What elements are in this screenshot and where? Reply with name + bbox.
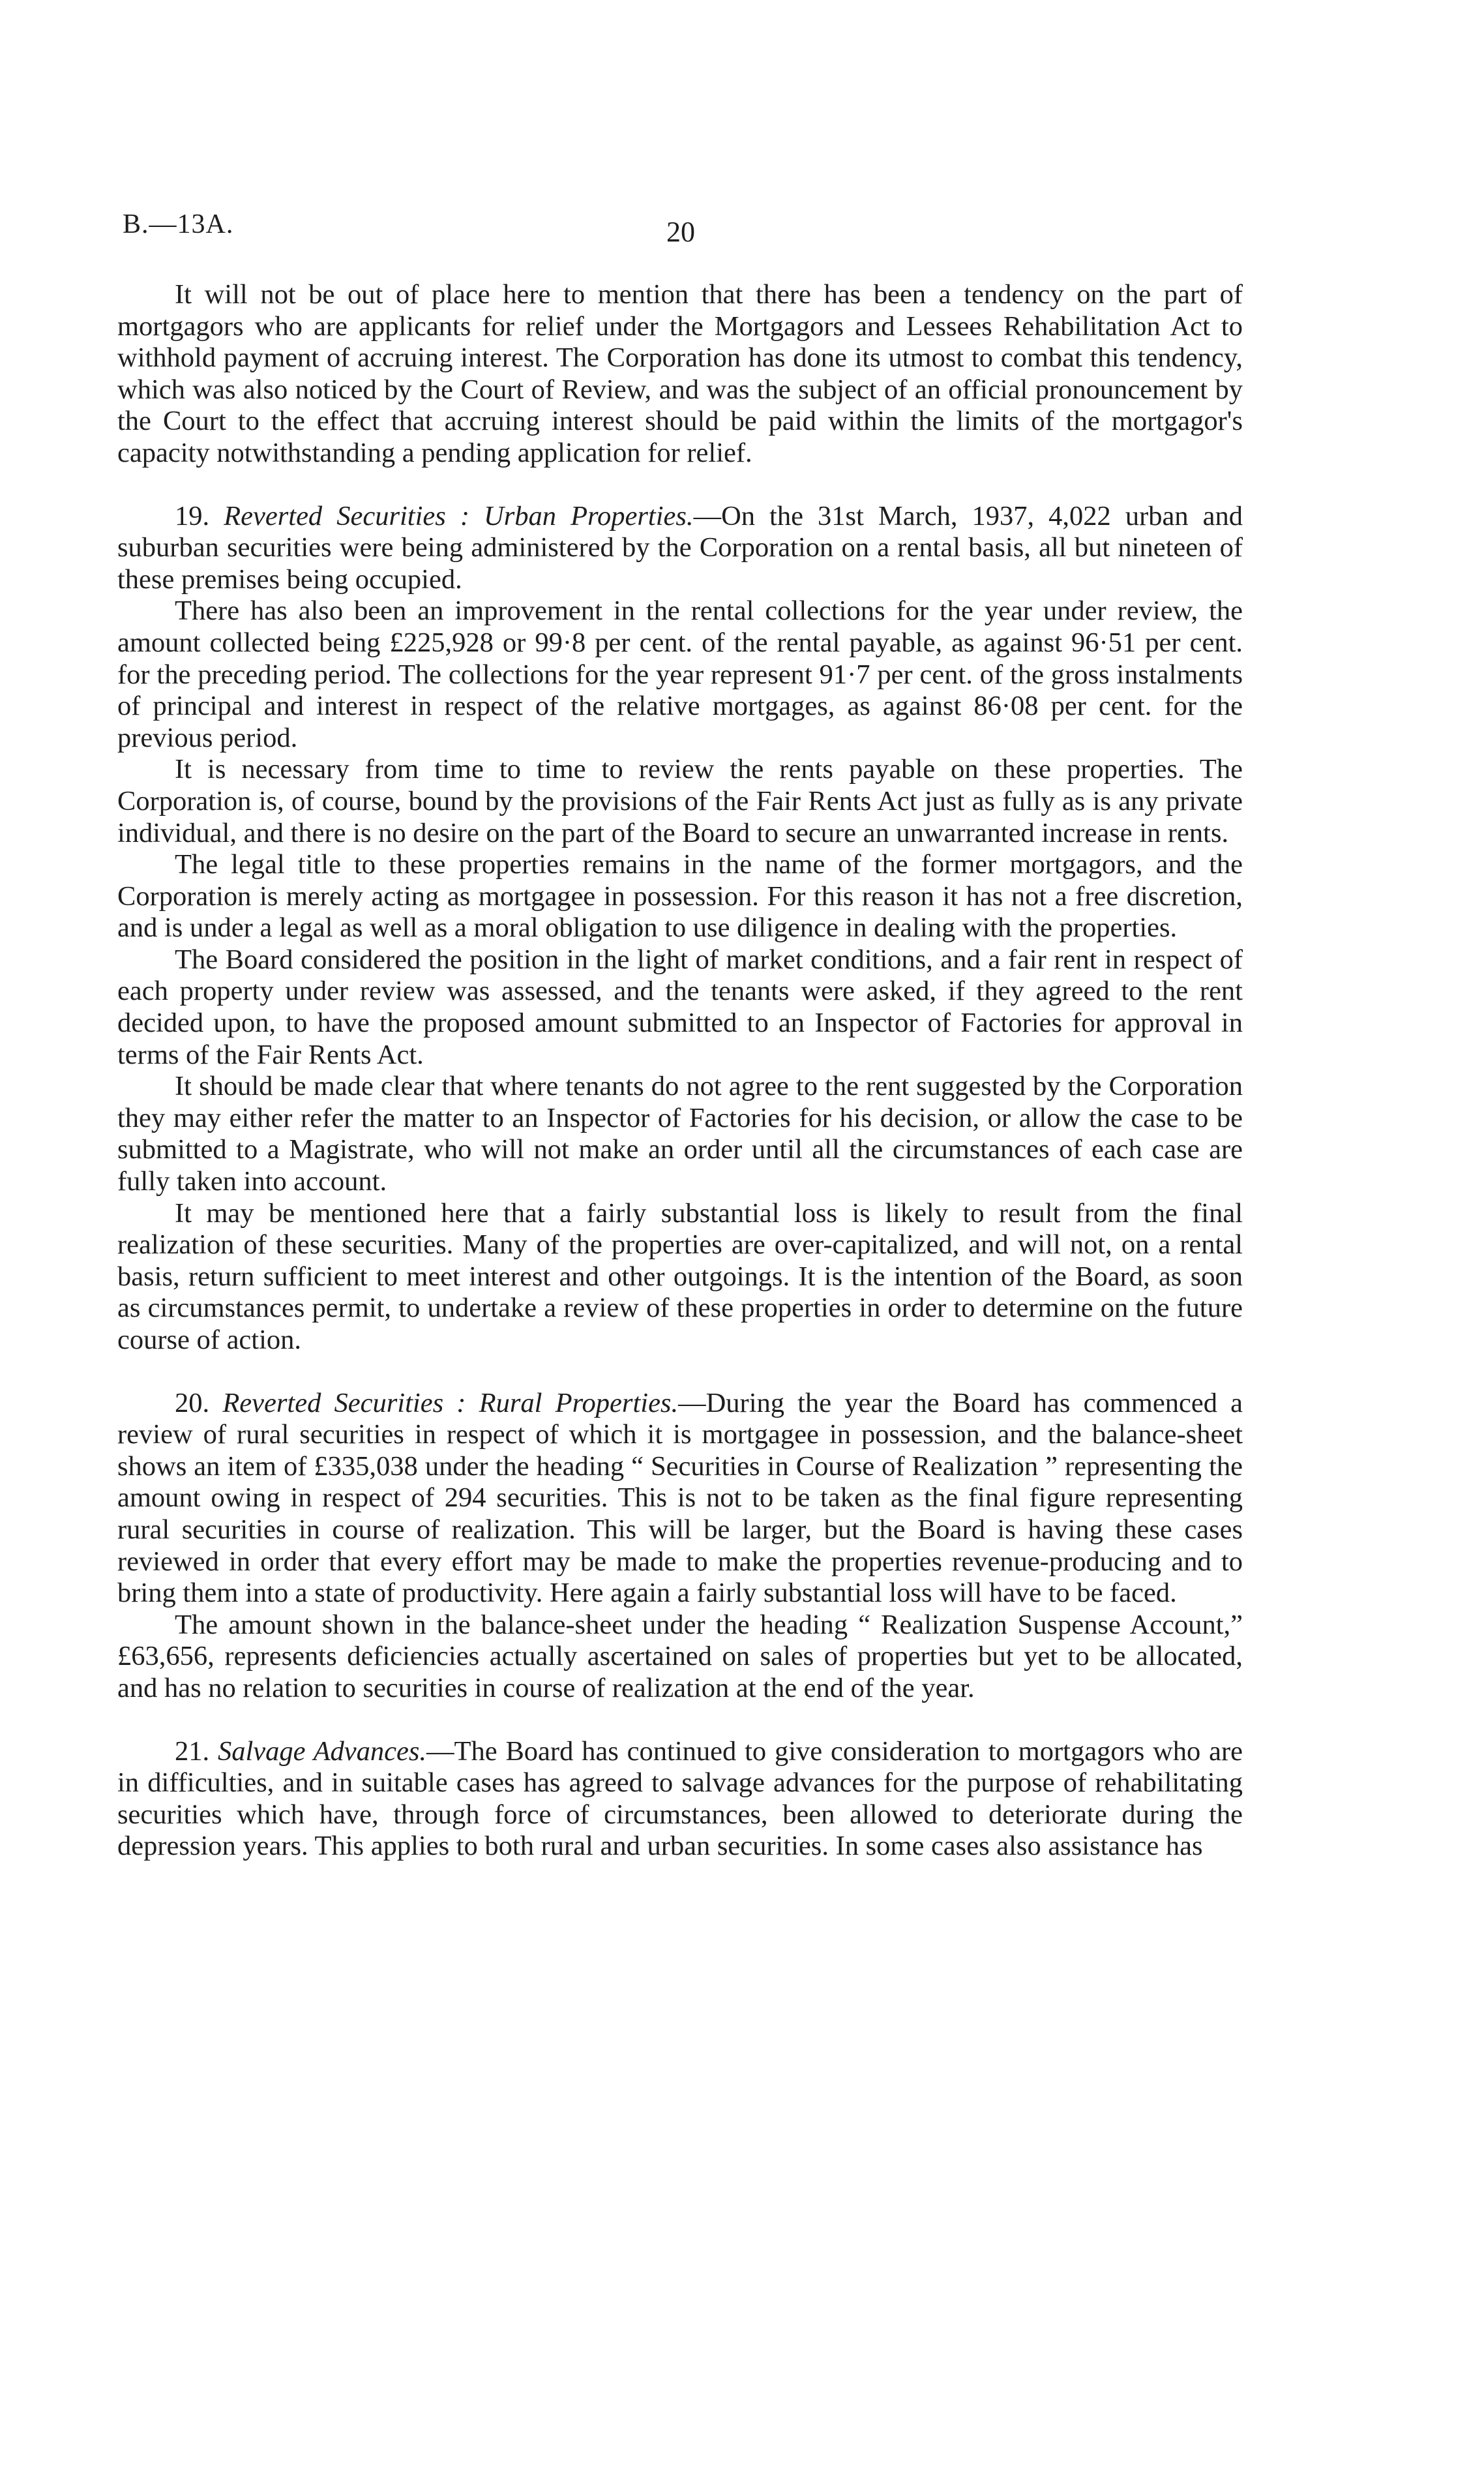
section-heading: Reverted Securities : Urban Properties. xyxy=(224,500,694,532)
paragraph-rental-collections xyxy=(117,595,1243,754)
paragraph-text: It should be made clear that where tenants do not agree to the rent suggested by the Corporation they may either refer the matter to an Inspector of Factories for his decision, or allow the case to be submitted to a Magistrate, who will not make an order until all the circumstances of each case are fully taken into account. xyxy=(117,1071,1243,1197)
paragraph-text: —During the year the Board has commenced a review of rural securities in respect of which it is mortgagee in possession, and the balance-sheet shows an item of £335,038 under the heading “ Securities in Course of Realization ” representing the amount owing in respect of 294 securities. This is not to be taken as the final figure representing rural securities in course of realization. This will be larger, but the Board is having these cases reviewed in order that every effort may be made to make the properties revenue-producing and to bring them into a state of productivity. Here again a fairly substantial loss will have to be faced. xyxy=(117,1387,1243,1609)
paragraph-text: The amount shown in the balance-sheet under the heading “ Realization Suspense Account,” £63,656, represents deficiencies actually ascertained on sales of properties but yet to be allocated, and has no relation to securities in course of realization at the end of the year. xyxy=(117,1609,1243,1703)
paragraph-accruing-interest xyxy=(117,279,1243,470)
section-number: 21. xyxy=(175,1735,210,1767)
section-heading: Reverted Securities : Rural Properties. xyxy=(222,1387,679,1418)
section-21-salvage-advances xyxy=(117,1736,1243,1863)
section-20-rural-properties xyxy=(117,1388,1243,1610)
paragraph-review-rents xyxy=(117,754,1243,849)
paragraph-fair-rent-assessment xyxy=(117,944,1243,1071)
paragraph-text: The legal title to these properties remains in the name of the former mortgagors, and the Corporation is merely acting as mortgagee in possession. For this reason it has not a free discretion, and is under a legal as well as a moral obligation to use diligence in dealing with the properties. xyxy=(117,849,1243,944)
paragraph-text: —The Board has continued to give consideration to mortgagors who are in difficulties, and in suitable cases has agreed to salvage advances for the purpose of rehabilitating securities which have, through force of circumstances, been allowed to deteriorate during the depression years. This applies to both rural and urban securities. In some cases also assistance has xyxy=(117,1735,1243,1862)
section-heading: Salvage Advances. xyxy=(217,1735,427,1767)
document-reference: B.—13A. xyxy=(123,209,234,239)
paragraph-substantial-loss xyxy=(117,1198,1243,1356)
paragraph-realization-suspense xyxy=(117,1610,1243,1705)
paragraph-text: It may be mentioned here that a fairly substantial loss is likely to result from the final realization of these securities. Many of the properties are over-capitalized, and will not, on a rental basis, return sufficient to meet interest and other outgoings. It is the intention of the Board, as soon as circumstances permit, to undertake a review of these properties in order to determine on the future course of action. xyxy=(117,1197,1243,1355)
page-number: 20 xyxy=(666,216,695,248)
section-number: 20. xyxy=(175,1387,210,1418)
paragraph-text: The Board considered the position in the light of market conditions, and a fair rent in respect of each property under review was assessed, and the tenants were asked, if they agreed to the rent decided upon, to have the proposed amount submitted to an Inspector of Factories for approval in terms of the Fair Rents Act. xyxy=(117,944,1243,1070)
paragraph-text: It will not be out of place here to mention that there has been a tendency on the part of mortgagors who are applicants for relief under the Mortgagors and Lessees Rehabilitation Act to withhold payment of accruing interest. The Corporation has done its utmost to combat this tendency, which was also noticed by the Court of Review, and was the subject of an official pronouncement by the Court to the effect that accruing interest should be paid within the limits of the mortgagor's capacity notwithstanding a pending application for relief. xyxy=(117,279,1243,468)
paragraph-tenant-options xyxy=(117,1071,1243,1197)
body-text xyxy=(117,279,1243,1863)
paragraph-text: It is necessary from time to time to review the rents payable on these properties. The Corporation is, of course, bound by the provisions of the Fair Rents Act just as fully as is any private individual, and there is no desire on the part of the Board to secure an unwarranted increase in rents. xyxy=(117,754,1243,848)
section-19-urban-properties xyxy=(117,501,1243,596)
section-number: 19. xyxy=(175,500,210,532)
paragraph-text: —On the 31st March, 1937, 4,022 urban and suburban securities were being administered by the Corporation on a rental basis, all but nineteen of these premises being occupied. xyxy=(117,500,1243,595)
paragraph-text: There has also been an improvement in the rental collections for the year under review, the amount collected being £225,928 or 99·8 per cent. of the rental payable, as against 96·51 per cent. for the preceding period. The collections for the year represent 91·7 per cent. of the gross instalments of principal and interest in respect of the relative mortgages, as against 86·08 per cent. for the previous period. xyxy=(117,595,1243,753)
paragraph-legal-title xyxy=(117,849,1243,944)
